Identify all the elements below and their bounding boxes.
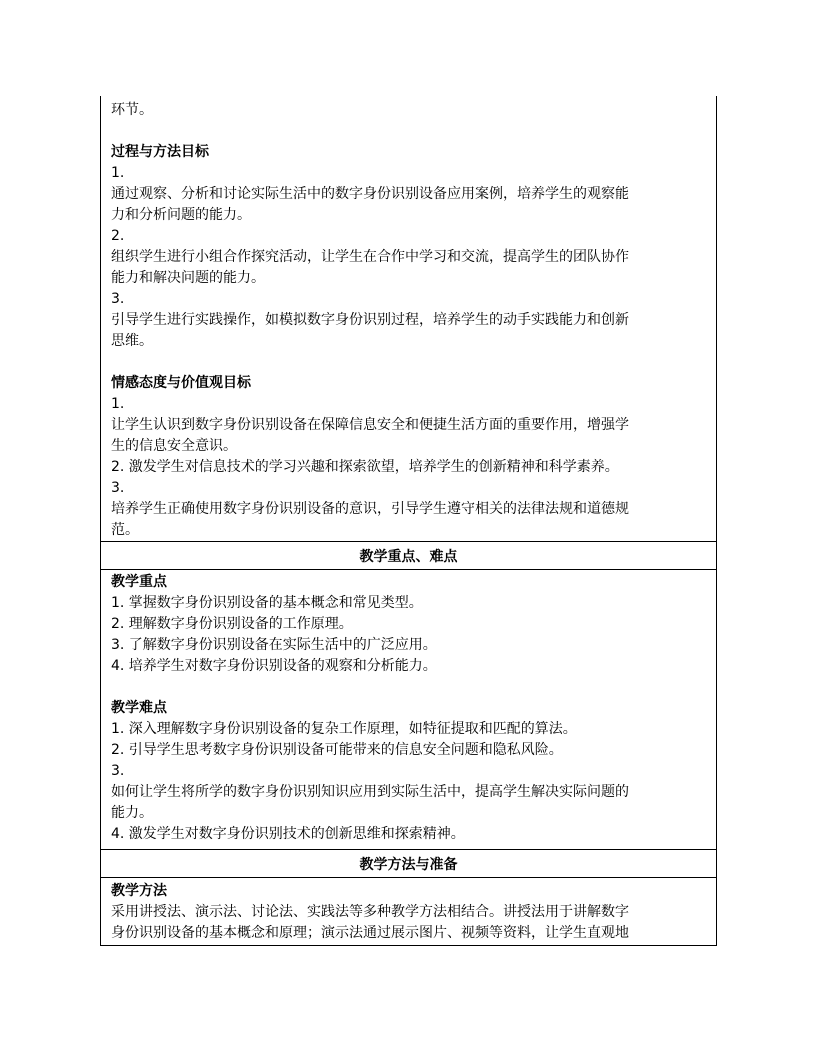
list-item: 1. 掌握数字身份识别设备的基本概念和常见类型。 [111, 595, 423, 611]
text-line: 能力和解决问题的能力。 [111, 270, 265, 286]
text-line: 范。 [111, 522, 139, 538]
text-line: 通过观察、分析和讨论实际生活中的数字身份识别设备应用案例，培养学生的观察能 [111, 186, 629, 202]
list-item: 2. 理解数字身份识别设备的工作原理。 [111, 616, 353, 632]
text-line: 培养学生正确使用数字身份识别设备的意识，引导学生遵守相关的法律法规和道德规 [111, 501, 629, 517]
text-line: 2. 激发学生对信息技术的学习兴趣和探索欲望，培养学生的创新精神和科学素养。 [111, 459, 619, 475]
list-number: 2. [111, 228, 125, 244]
text-line: 生的信息安全意识。 [111, 438, 237, 454]
section-heading-attitude-values: 情感态度与价值观目标 [111, 375, 251, 391]
text-line: 组织学生进行小组合作探究活动，让学生在合作中学习和交流，提高学生的团队协作 [111, 249, 629, 265]
text-line: 环节。 [111, 102, 153, 118]
text-line: 引导学生进行实践操作，如模拟数字身份识别过程，培养学生的动手实践能力和创新 [111, 312, 629, 328]
section-heading-teaching-methods: 教学方法 [111, 883, 167, 899]
text-line: 身份识别设备的基本概念和原理；演示法通过展示图片、视频等资料，让学生直观地 [111, 925, 629, 941]
key-points-cell [101, 570, 716, 849]
list-item: 1. 深入理解数字身份识别设备的复杂工作原理，如特征提取和匹配的算法。 [111, 721, 577, 737]
text-line: 采用讲授法、演示法、讨论法、实践法等多种教学方法相结合。讲授法用于讲解数字 [111, 904, 629, 920]
blank-line [111, 677, 707, 698]
list-number: 3. [111, 480, 125, 496]
blank-line [111, 121, 707, 142]
table-header-methods-preparation: 教学方法与准备 [101, 849, 716, 878]
table-header-key-difficult-points: 教学重点、难点 [101, 541, 716, 570]
blank-line [111, 352, 707, 373]
list-item: 4. 激发学生对数字身份识别技术的创新思维和探索精神。 [111, 826, 465, 842]
text-line: 思维。 [111, 333, 153, 349]
list-item: 4. 培养学生对数字身份识别设备的观察和分析能力。 [111, 658, 437, 674]
section-heading-process-method: 过程与方法目标 [111, 144, 209, 160]
list-item: 2. 引导学生思考数字身份识别设备可能带来的信息安全问题和隐私风险。 [111, 742, 563, 758]
methods-cell [101, 878, 716, 944]
section-heading-key-points: 教学重点 [111, 574, 167, 590]
text-line: 能力。 [111, 805, 153, 821]
list-number: 3. [111, 291, 125, 307]
text-line: 力和分析问题的能力。 [111, 207, 251, 223]
section-heading-difficult-points: 教学难点 [111, 700, 167, 716]
text-line: 让学生认识到数字身份识别设备在保障信息安全和便捷生活方面的重要作用，增强学 [111, 417, 629, 433]
list-number: 3. [111, 763, 125, 779]
list-item: 3. 了解数字身份识别设备在实际生活中的广泛应用。 [111, 637, 437, 653]
text-line: 如何让学生将所学的数字身份识别知识应用到实际生活中，提高学生解决实际问题的 [111, 784, 629, 800]
document-table [100, 96, 717, 946]
list-number: 1. [111, 396, 125, 412]
list-number: 1. [111, 165, 125, 181]
objectives-cell [101, 96, 716, 541]
